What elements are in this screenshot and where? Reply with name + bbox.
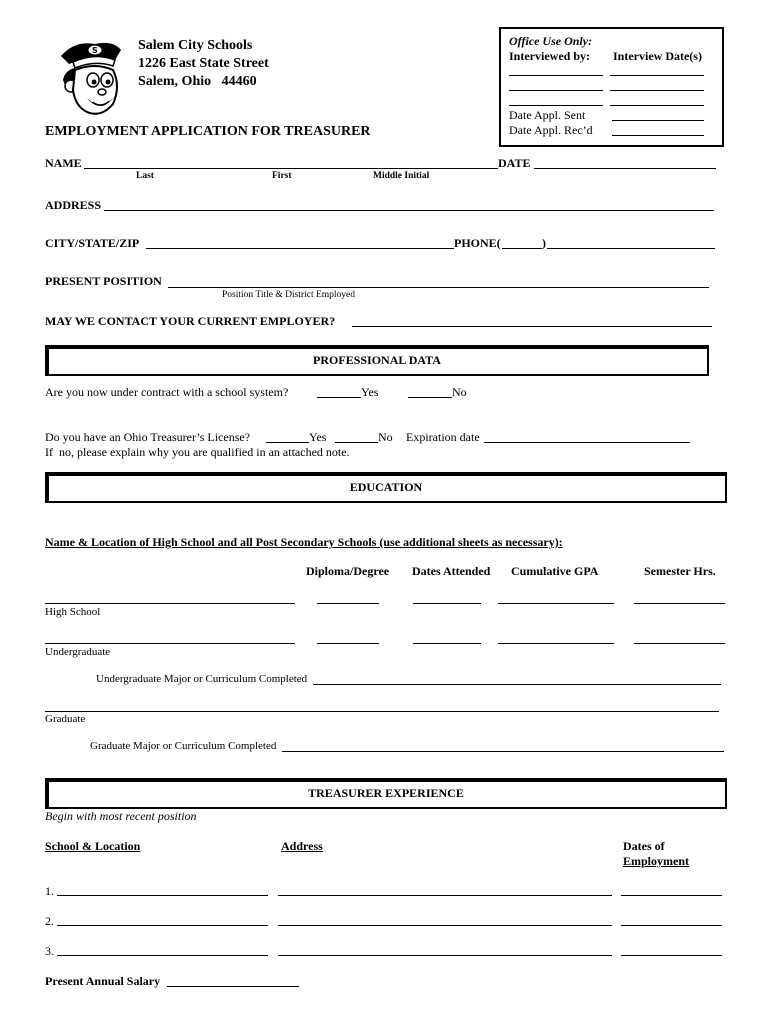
contact-employer-label: MAY WE CONTACT YOUR CURRENT EMPLOYER? [45, 314, 336, 328]
education-title: EDUCATION [349, 480, 423, 494]
interviewer-line-2[interactable] [509, 90, 603, 91]
interviewed-by-label: Interviewed by: [509, 49, 590, 63]
present-position-field[interactable] [168, 287, 709, 288]
org-city: Salem, Ohio 44460 [138, 74, 257, 89]
salem-quaker-logo [55, 36, 127, 122]
license-explain-note: If no, please explain why you are qualified in an attached note. [45, 445, 350, 459]
treasurer-experience-header [45, 778, 727, 809]
present-position-label: PRESENT POSITION [45, 274, 162, 288]
undergrad-dates-field[interactable] [413, 643, 481, 644]
present-salary-field[interactable] [167, 986, 299, 987]
name-label: NAME [45, 156, 82, 170]
col-school-location: School & Location [45, 839, 141, 853]
high-school-label: High School [45, 606, 101, 618]
col-semester-hrs: Semester Hrs. [644, 564, 716, 578]
date-sent-label: Date Appl. Sent [509, 108, 586, 122]
experience-row-2-number: 2. [45, 914, 54, 928]
contract-question: Are you now under contract with a school system? [45, 385, 289, 399]
undergrad-major-label: Undergraduate Major or Curriculum Completed [96, 673, 308, 685]
license-no-field[interactable] [335, 442, 378, 443]
undergraduate-label: Undergraduate [45, 646, 111, 658]
date-field[interactable] [534, 168, 716, 169]
org-street: 1226 East State Street [138, 56, 269, 71]
col-diploma-degree: Diploma/Degree [306, 564, 390, 578]
undergrad-gpa-field[interactable] [498, 643, 614, 644]
experience-row-1-number: 1. [45, 884, 54, 898]
date-recd-label: Date Appl. Rec’d [509, 123, 593, 137]
undergrad-major-field[interactable] [313, 684, 721, 685]
col-employment: Employment [623, 854, 689, 868]
interview-dates-label: Interview Date(s) [613, 49, 702, 63]
col-address: Address [281, 839, 323, 853]
form-title: EMPLOYMENT APPLICATION FOR TREASURER [45, 124, 371, 139]
phone-label: PHONE( [454, 236, 501, 250]
phone-field[interactable] [547, 248, 715, 249]
experience-1-address-field[interactable] [278, 895, 612, 896]
date-sent-line[interactable] [612, 120, 704, 121]
middle-initial-hint: Middle Initial [373, 171, 430, 181]
undergrad-degree-field[interactable] [317, 643, 379, 644]
expiration-date-field[interactable] [484, 442, 690, 443]
contact-employer-field[interactable] [352, 326, 712, 327]
interviewer-line-3[interactable] [509, 105, 603, 106]
present-salary-label: Present Annual Salary [45, 974, 161, 988]
experience-3-address-field[interactable] [278, 955, 612, 956]
phone-close-paren: ) [542, 236, 546, 250]
experience-1-dates-field[interactable] [621, 895, 722, 896]
contract-yes-label: Yes [361, 385, 379, 399]
contract-yes-field[interactable] [317, 397, 361, 398]
grad-major-label: Graduate Major or Curriculum Completed [90, 740, 277, 752]
experience-row-3-number: 3. [45, 944, 54, 958]
license-yes-field[interactable] [266, 442, 309, 443]
high-school-dates-field[interactable] [413, 603, 481, 604]
interviewer-line-1[interactable] [509, 75, 603, 76]
experience-2-address-field[interactable] [278, 925, 612, 926]
date-recd-line[interactable] [612, 135, 704, 136]
education-header [45, 472, 727, 503]
high-school-hours-field[interactable] [634, 603, 725, 604]
svg-text:S: S [92, 46, 98, 55]
professional-data-title: PROFESSIONAL DATA [313, 353, 441, 367]
graduate-name-field[interactable] [45, 711, 719, 712]
high-school-gpa-field[interactable] [498, 603, 614, 604]
org-name: Salem City Schools [138, 38, 253, 53]
license-no-label: No [378, 430, 393, 444]
experience-3-dates-field[interactable] [621, 955, 722, 956]
high-school-name-field[interactable] [45, 603, 295, 604]
grad-major-field[interactable] [282, 751, 724, 752]
experience-note: Begin with most recent position [45, 809, 197, 823]
experience-2-school-field[interactable] [57, 925, 268, 926]
col-cumulative-gpa: Cumulative GPA [511, 564, 599, 578]
address-label: ADDRESS [45, 198, 102, 212]
position-hint: Position Title & District Employed [222, 290, 356, 300]
interview-date-line-2[interactable] [610, 90, 704, 91]
name-field[interactable] [84, 168, 498, 169]
experience-1-school-field[interactable] [57, 895, 268, 896]
date-label: DATE [498, 156, 531, 170]
city-state-zip-field[interactable] [146, 248, 454, 249]
first-hint: First [272, 171, 292, 181]
undergrad-name-field[interactable] [45, 643, 295, 644]
graduate-label: Graduate [45, 713, 86, 725]
treasurer-experience-title: TREASURER EXPERIENCE [308, 786, 464, 800]
phone-area-code-field[interactable] [502, 248, 542, 249]
last-hint: Last [136, 171, 154, 181]
office-use-title: Office Use Only: [509, 34, 593, 48]
col-dates-attended: Dates Attended [412, 564, 491, 578]
license-yes-label: Yes [309, 430, 327, 444]
license-question: Do you have an Ohio Treasurer’s License? [45, 430, 251, 444]
contract-no-field[interactable] [408, 397, 452, 398]
contract-no-label: No [452, 385, 467, 399]
city-state-zip-label: CITY/STATE/ZIP [45, 236, 140, 250]
experience-3-school-field[interactable] [57, 955, 268, 956]
interview-date-line-1[interactable] [610, 75, 704, 76]
address-field[interactable] [104, 210, 714, 211]
interview-date-line-3[interactable] [610, 105, 704, 106]
expiration-date-label: Expiration date [406, 430, 480, 444]
professional-data-header [45, 345, 709, 376]
experience-2-dates-field[interactable] [621, 925, 722, 926]
education-instructions: Name & Location of High School and all Post Secondary Schools (use additional sheets as necessary): [45, 535, 563, 549]
high-school-diploma-field[interactable] [317, 603, 379, 604]
col-dates-of: Dates of [623, 839, 665, 853]
undergrad-hours-field[interactable] [634, 643, 725, 644]
